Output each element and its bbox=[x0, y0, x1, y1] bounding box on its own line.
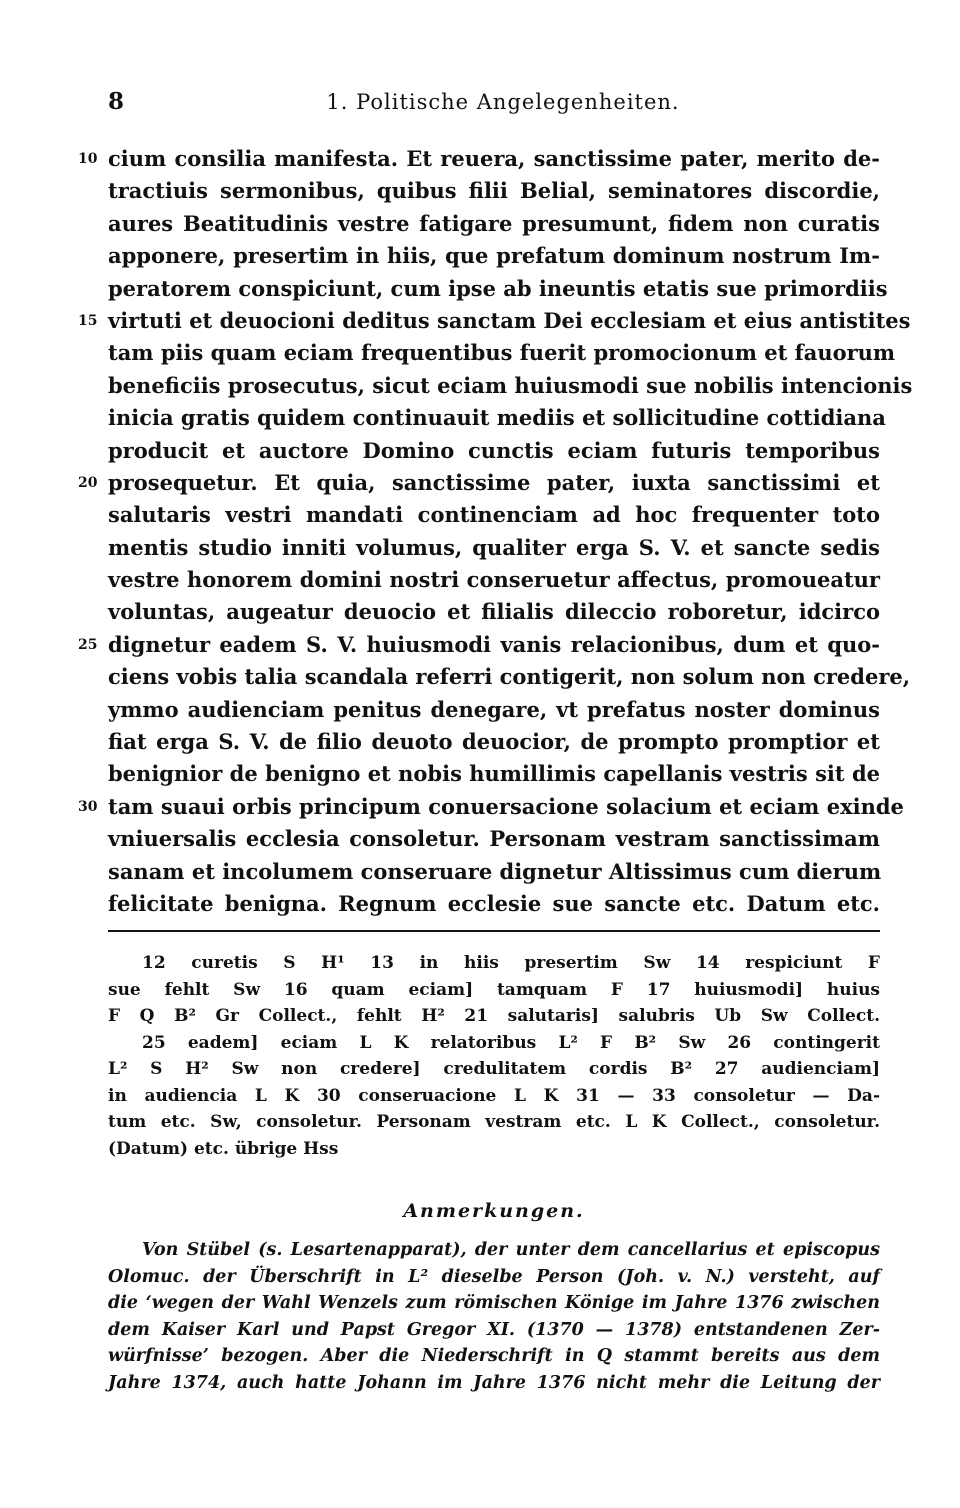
text-line bbox=[108, 694, 880, 726]
text-line bbox=[108, 661, 911, 693]
line-number: 20 bbox=[78, 474, 98, 491]
text-line bbox=[108, 337, 896, 369]
note-line: Von Stübel (s. Lesartenapparat), der unter dem cancellarius et episcopus bbox=[142, 1240, 880, 1260]
line-text: fiat erga S. V. de filio deuoto deuocior, de prompto promptior et bbox=[108, 729, 880, 755]
line-number: 10 bbox=[78, 151, 98, 167]
line-text: producit et auctore Domino cunctis eciam futuris temporibus bbox=[108, 437, 880, 463]
text-line bbox=[78, 791, 904, 823]
text-line bbox=[108, 596, 880, 628]
line-text: ymmo audienciam penitus denegare, vt prefatus noster dominus bbox=[108, 696, 880, 722]
text-line bbox=[108, 273, 888, 305]
line-text: voluntas, augeatur deuocio et filialis dileccio roboretur, idcirco bbox=[108, 599, 880, 625]
apparatus-line: L² S H² Sw non credere] credulitatem cordis B² 27 audienciam] bbox=[108, 1059, 880, 1079]
line-text: felicitate benigna. Regnum ecclesie sue sancte etc. Datum etc. bbox=[108, 890, 880, 916]
text-line bbox=[108, 240, 880, 272]
text-line bbox=[108, 758, 880, 790]
apparatus-line: tum etc. Sw, consoletur. Personam vestram etc. L K Collect., consoletur. bbox=[108, 1112, 880, 1132]
line-text: prosequetur. Et quia, sanctissime pater, iuxta sanctissimi et bbox=[108, 469, 880, 495]
text-line bbox=[108, 175, 880, 207]
line-text: ciens vobis talia scandala referri contigerit, non solum non credere, bbox=[108, 664, 911, 690]
text-line bbox=[108, 435, 880, 467]
notes-heading: Anmerkungen. bbox=[403, 1200, 585, 1222]
line-text: vestre honorem domini nostri conseruetur affectus, promoueatur bbox=[108, 567, 880, 593]
text-line bbox=[108, 532, 880, 564]
text-line bbox=[108, 402, 886, 434]
text-line bbox=[78, 467, 880, 499]
apparatus-line: 25 eadem] eciam L K relatoribus L² F B² Sw 26 contingerit bbox=[142, 1032, 880, 1053]
line-text: beneficiis prosecutus, sicut eciam huiusmodi sue nobilis intencionis bbox=[108, 372, 913, 398]
note-line: Olomuc. der Überschrift in L² dieselbe Person (Joh. v. N.) versteht, auf bbox=[108, 1266, 880, 1287]
text-line bbox=[78, 305, 911, 337]
text-line bbox=[108, 823, 880, 855]
notes-text bbox=[108, 1237, 880, 1397]
line-text: aures Beatitudinis vestre fatigare presumunt, fidem non curatis bbox=[108, 210, 880, 236]
line-number: 25 bbox=[78, 636, 98, 653]
text-line bbox=[108, 499, 880, 531]
text-line bbox=[78, 143, 880, 175]
text-line bbox=[108, 856, 880, 888]
footnote-rule bbox=[108, 930, 880, 932]
line-text: peratorem conspiciunt, cum ipse ab ineuntis etatis sue primordiis bbox=[108, 275, 888, 301]
text-line bbox=[78, 629, 880, 661]
line-text: cium consilia manifesta. Et reuera, sanctissime pater, merito de- bbox=[108, 146, 880, 171]
running-head bbox=[108, 88, 878, 122]
note-line: dem Kaiser Karl und Papst Gregor XI. (1370 — 1378) entstandenen Zer- bbox=[108, 1319, 880, 1340]
apparatus-line: 12 curetis S H¹ 13 in hiis presertim Sw 14 respiciunt F bbox=[142, 953, 880, 973]
text-line bbox=[108, 370, 913, 402]
line-text: sanam et incolumem conseruare dignetur Altissimus cum dierum bbox=[108, 858, 882, 884]
apparatus-line: in audiencia L K 30 conseruacione L K 31 — 33 consoletur — Da- bbox=[108, 1085, 880, 1106]
line-text: vniuersalis ecclesia consoletur. Personam vestram sanctissimam bbox=[108, 826, 880, 852]
text-line bbox=[108, 208, 880, 240]
text-line bbox=[108, 726, 880, 758]
line-text: tam suaui orbis principum conuersacione solacium et eciam exinde bbox=[108, 793, 904, 819]
apparatus-line: sue fehlt Sw 16 quam eciam] tamquam F 17 huiusmodi] huius bbox=[108, 979, 880, 1000]
text-line bbox=[108, 888, 880, 920]
note-line: würfnisse’ bezogen. Aber die Niederschrift in Q stammt bereits aus dem bbox=[108, 1346, 880, 1367]
line-number: 30 bbox=[78, 798, 98, 815]
line-text: tractiuis sermonibus, quibus filii Belial, seminatores discordie, bbox=[108, 178, 880, 204]
critical-apparatus bbox=[108, 950, 880, 1162]
note-line: die ‘wegen der Wahl Wenzels zum römischen Könige im Jahre 1376 zwischen bbox=[108, 1293, 880, 1314]
line-number: 15 bbox=[78, 312, 98, 329]
line-text: inicia gratis quidem continuauit mediis et sollicitudine cottidiana bbox=[108, 405, 886, 431]
line-text: dignetur eadem S. V. huiusmodi vanis relacionibus, dum et quo- bbox=[108, 631, 880, 657]
line-text: benignior de benigno et nobis humillimis capellanis vestris sit de bbox=[108, 761, 880, 787]
apparatus-line: (Datum) etc. übrige Hss bbox=[108, 1138, 339, 1159]
main-text bbox=[78, 143, 913, 920]
line-text: salutaris vestri mandati continenciam ad hoc frequenter toto bbox=[108, 502, 880, 528]
note-line: Jahre 1374, auch hatte Johann im Jahre 1376 nicht mehr die Leitung der bbox=[108, 1372, 880, 1393]
chapter-title: 1. Politische Angelegenheiten. bbox=[326, 90, 680, 114]
line-text: tam piis quam eciam frequentibus fuerit promocionum et fauorum bbox=[108, 340, 896, 366]
line-text: apponere, presertim in hiis, que prefatum dominum nostrum Im- bbox=[108, 243, 880, 269]
apparatus-line: F Q B² Gr Collect., fehlt H² 21 salutaris] salubris Ub Sw Collect. bbox=[108, 1006, 880, 1026]
line-text: mentis studio inniti volumus, qualiter erga S. V. et sancte sedis bbox=[108, 534, 880, 560]
line-text: virtuti et deuocioni deditus sanctam Dei ecclesiam et eius antistites bbox=[108, 307, 911, 333]
page-number: 8 bbox=[108, 88, 125, 115]
text-line bbox=[108, 564, 880, 596]
